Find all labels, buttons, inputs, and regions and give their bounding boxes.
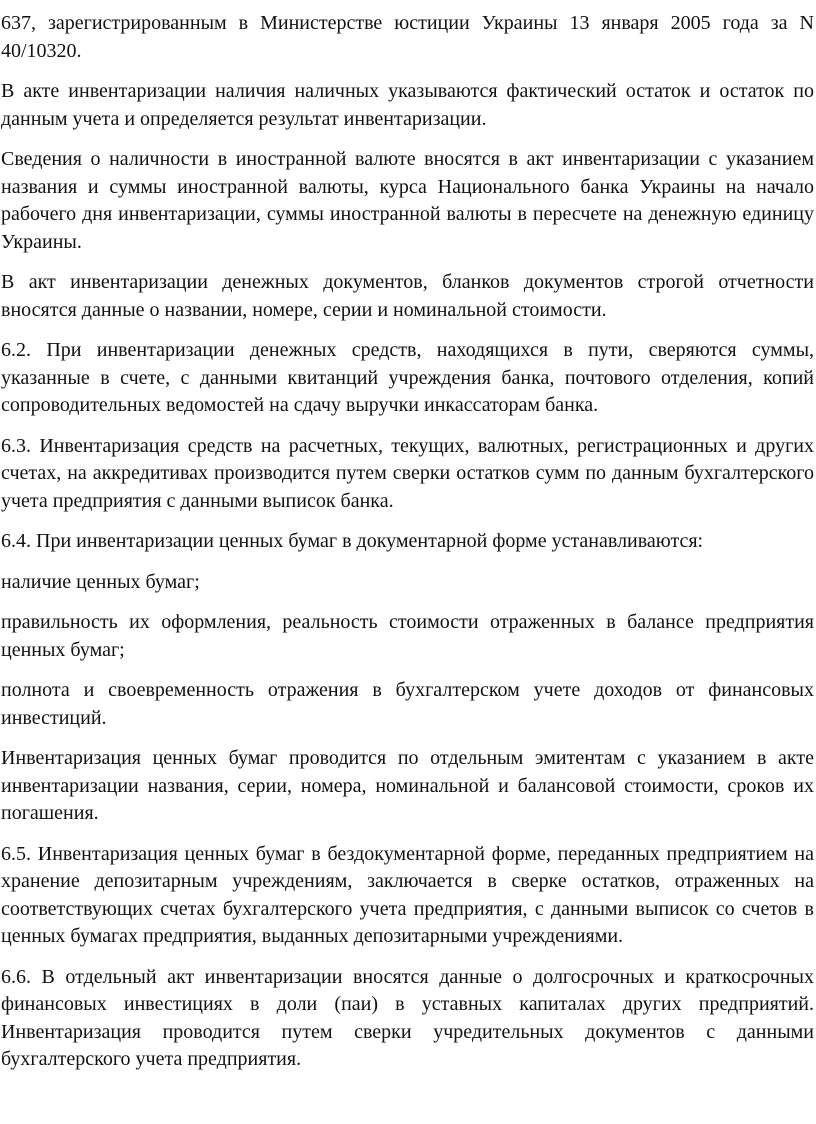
paragraph-securities-correctness: правильность их оформления, реальность стоимости отраженных в балансе предприятия ценных бумаг; <box>1 611 814 661</box>
paragraph-money-documents: В акт инвентаризации денежных документов, бланков документов строгой отчетности вносятся данные о названии, номере, серии и номинальной стоимости. <box>1 271 814 321</box>
paragraph-section-6-4: 6.4. При инвентаризации ценных бумаг в документарной форме устанавливаются: <box>1 530 704 552</box>
paragraph-section-6-5: 6.5. Инвентаризация ценных бумаг в бездокументарной форме, переданных предприятием на хранение депозитарным учреждениям, заключается в сверке остатков, отраженных на соответствующих счетах бухгалтерского учета предприятия, с данными выписок со счетов в ценных бумагах предприятия, выданных депозитарными учреждениями. <box>1 842 814 947</box>
paragraph-section-6-3: 6.3. Инвентаризация средств на расчетных, текущих, валютных, регистрационных и других счетах, на аккредитивах производится путем сверки остатков сумм по данным бухгалтерского учета предприятия с данными выписок банка. <box>1 434 814 512</box>
paragraph-registration-note: 637, зарегистрированным в Министерстве юстиции Украины 13 января 2005 года за N 40/10320. <box>1 12 814 62</box>
paragraph-cash-act: В акте инвентаризации наличия наличных указываются фактический остаток и остаток по данным учета и определяется результат инвентаризации. <box>1 80 814 130</box>
paragraph-securities-presence: наличие ценных бумаг; <box>1 570 200 593</box>
paragraph-section-6-2: 6.2. При инвентаризации денежных средств, находящихся в пути, сверяются суммы, указанные в счете, с данными квитанций учреждения банка, почтового отделения, копий сопроводительных ведомостей на сдачу выручки инкассаторам банка. <box>1 339 814 416</box>
paragraph-section-6-6: 6.6. В отдельный акт инвентаризации вносятся данные о долгосрочных и краткосрочных финансовых инвестициях в доли (паи) в уставных капиталах других предприятий. Инвентаризация проводится путем сверки учредительных документов с данными бухгалтерского учета предприятия. <box>1 965 814 1070</box>
paragraph-securities-by-issuer: Инвентаризация ценных бумаг проводится по отдельным эмитентам с указанием в акте инвентаризации названия, серии, номера, номинальной и балансовой стоимости, сроков их погашения. <box>1 747 814 824</box>
paragraph-income-reflection: полнота и своевременность отражения в бухгалтерском учете доходов от финансовых инвестиций. <box>1 679 814 729</box>
paragraph-foreign-currency: Сведения о наличности в иностранной валюте вносятся в акт инвентаризации с указанием названия и суммы иностранной валюты, курса Национального банка Украины на начало рабочего дня инвентаризации, суммы иностранной валюты в пересчете на денежную единицу Украины. <box>1 148 814 253</box>
